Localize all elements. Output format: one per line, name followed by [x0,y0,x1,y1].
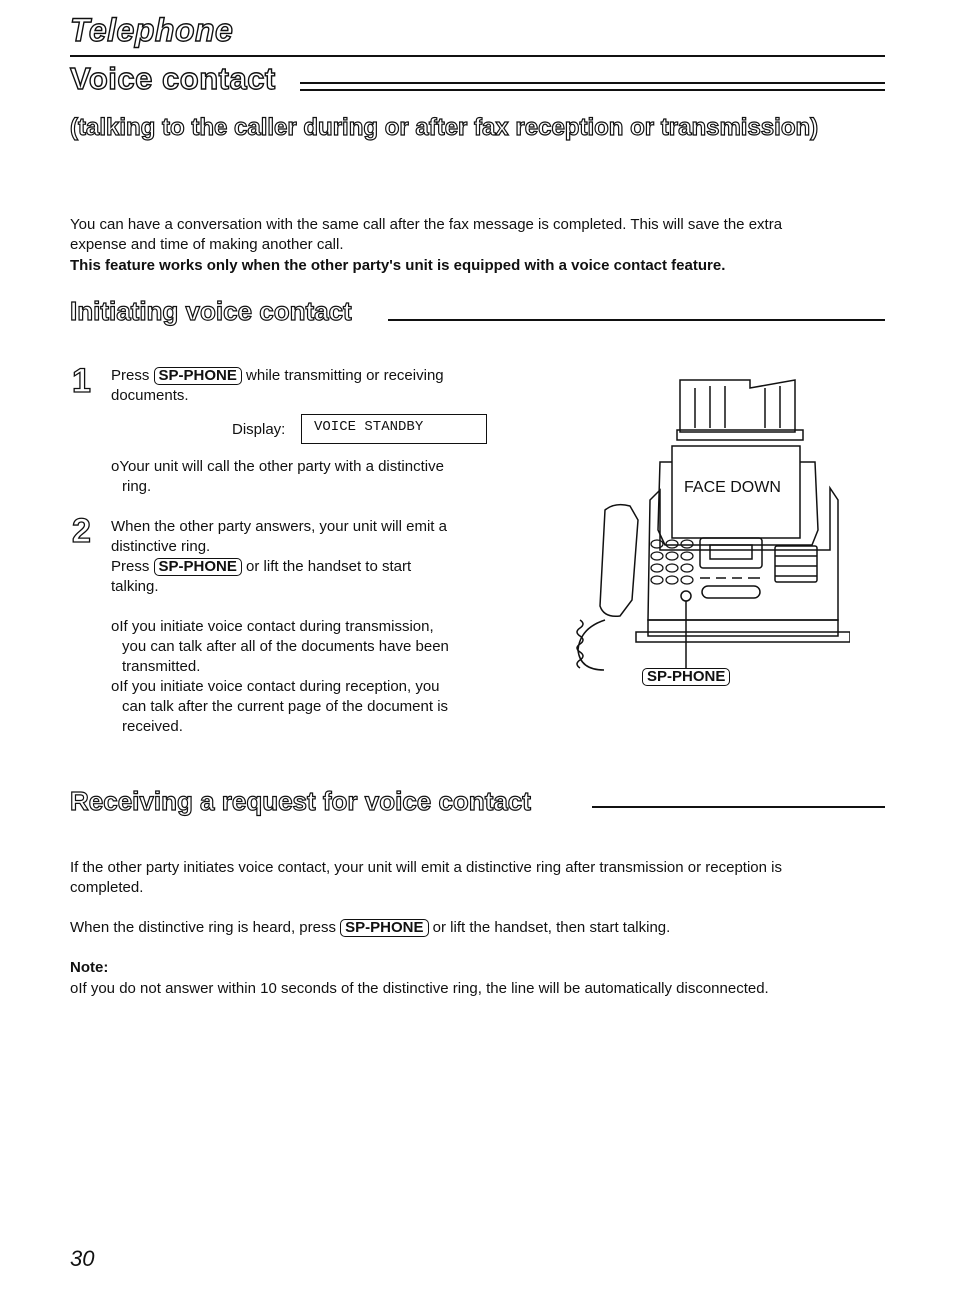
face-down-label: FACE DOWN [684,479,781,496]
receiving-para-2-a: When the distinctive ring is heard, press [70,919,336,936]
step-1-press: Press [111,367,150,384]
intro-line-1: You can have a conversation with the same call after the fax message is completed. This will save the extra [70,216,783,233]
section-subtitle: (talking to the caller during or after fax reception or transmission) [70,114,819,141]
step-2-line-4: talking. [111,578,159,595]
step-2-bullet-2-line-1: oIf you initiate voice contact during reception, you [111,678,440,695]
header-rule [70,55,885,57]
fax-machine-illustration [560,370,850,690]
sp-phone-key-label: SP-PHONE [154,367,242,385]
step-1-bullet-line-1: oYour unit will call the other party with a distinctive [111,458,444,475]
step-1-line-1 [111,366,444,386]
section-title-rule [300,82,885,91]
step-2-bullet-2-line-2: can talk after the current page of the document is [122,698,449,715]
receiving-heading-rule [592,806,885,808]
step-2-rest: or lift the handset to start [246,558,412,575]
sp-phone-key-label: SP-PHONE [154,558,242,576]
step-2-line-1: When the other party answers, your unit will emit a [111,518,447,535]
display-label: Display: [232,421,286,438]
step-2-bullet-1-line-1: oIf you initiate voice contact during transmission, [111,618,434,635]
step-1-bullet-line-2: ring. [122,478,152,495]
step-2-bullet-2-line-3: received. [122,718,183,735]
initiating-heading-rule [388,319,885,321]
step-2-bullet-1-line-2: you can talk after all of the documents have been [122,638,449,655]
sp-phone-button-callout: SP-PHONE [642,668,730,686]
running-header: Telephone [70,12,234,48]
step-1-line-2: documents. [111,387,189,404]
step-2-line-3 [111,557,411,577]
section-title: Voice contact [70,61,276,96]
sp-phone-key-label: SP-PHONE [340,919,428,937]
receiving-para-1-line-2: completed. [70,879,144,896]
note-text: oIf you do not answer within 10 seconds of the distinctive ring, the line will be automatically disconnected. [70,980,769,997]
receiving-para-1-line-1: If the other party initiates voice contact, your unit will emit a distinctive ring after transmission or reception is [70,859,782,876]
receiving-para-2-b: or lift the handset, then start talking. [432,919,671,936]
step-2-bullet-1-line-3: transmitted. [122,658,201,675]
step-2-line-2: distinctive ring. [111,538,211,555]
step-2-press: Press [111,558,150,575]
receiving-heading: Receiving a request for voice contact [70,786,531,816]
note-label: Note: [70,959,109,976]
intro-line-2: expense and time of making another call. [70,236,344,253]
lcd-display: VOICE STANDBY [301,414,487,444]
receiving-para-2 [70,918,670,938]
step-2-number: 2 [72,512,91,550]
step-1-rest: while transmitting or receiving [246,367,444,384]
page-number: 30 [70,1246,95,1271]
initiating-heading: Initiating voice contact [70,296,352,326]
step-1-number: 1 [72,362,91,400]
intro-bold-note: This feature works only when the other party's unit is equipped with a voice contact feature. [70,257,726,274]
